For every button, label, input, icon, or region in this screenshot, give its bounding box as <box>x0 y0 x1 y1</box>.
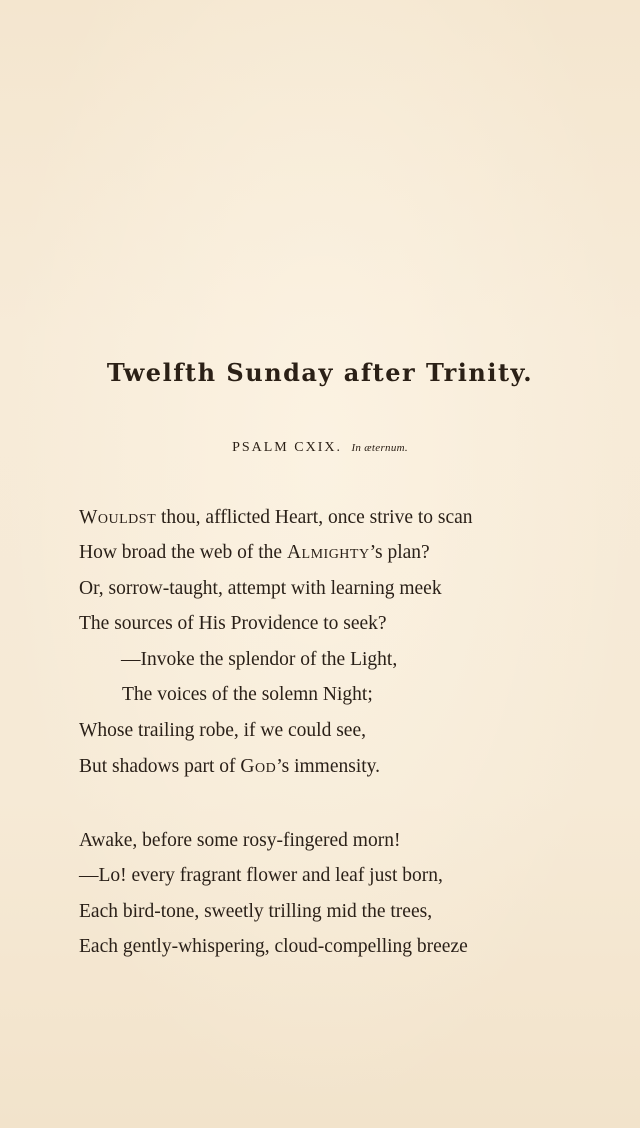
poem-line: Whose trailing robe, if we could see, <box>79 720 366 741</box>
poem-line: Or, sorrow-taught, attempt with learning meek <box>79 578 442 599</box>
poem-line <box>79 541 430 565</box>
poem-line: —Lo! every fragrant flower and leaf just born, <box>79 865 443 886</box>
poem-line: The voices of the solemn Night; <box>122 684 373 705</box>
line-text: ’s immensity. <box>276 756 381 777</box>
psalm-number: PSALM CXIX. <box>232 440 342 455</box>
poem-line: Each gently-whispering, cloud-compelling breeze <box>79 936 468 957</box>
line-smallcaps-word: Wouldst <box>79 507 157 528</box>
line-smallcaps-word: Almighty <box>286 542 370 563</box>
page-title: Twelfth Sunday after Trinity. <box>106 358 534 387</box>
poem-line: —Invoke the splendor of the Light, <box>121 649 398 670</box>
poem-line: The sources of His Providence to seek? <box>79 613 387 634</box>
line-text: ’s plan? <box>369 542 430 563</box>
psalm-latin-subtitle: In æternum. <box>351 442 408 454</box>
poem-line <box>79 755 380 779</box>
psalm-heading <box>0 440 640 456</box>
poem-line: Awake, before some rosy-fingered morn! <box>79 830 401 851</box>
line-text: But shadows part of <box>79 756 241 777</box>
line-smallcaps-word: God <box>240 756 277 777</box>
poem-line: Each bird-tone, sweetly trilling mid the trees, <box>79 901 433 922</box>
line-text: How broad the web of the <box>79 542 287 563</box>
line-text: thou, afflicted Heart, once strive to scan <box>156 507 473 528</box>
poem-line <box>79 506 473 530</box>
